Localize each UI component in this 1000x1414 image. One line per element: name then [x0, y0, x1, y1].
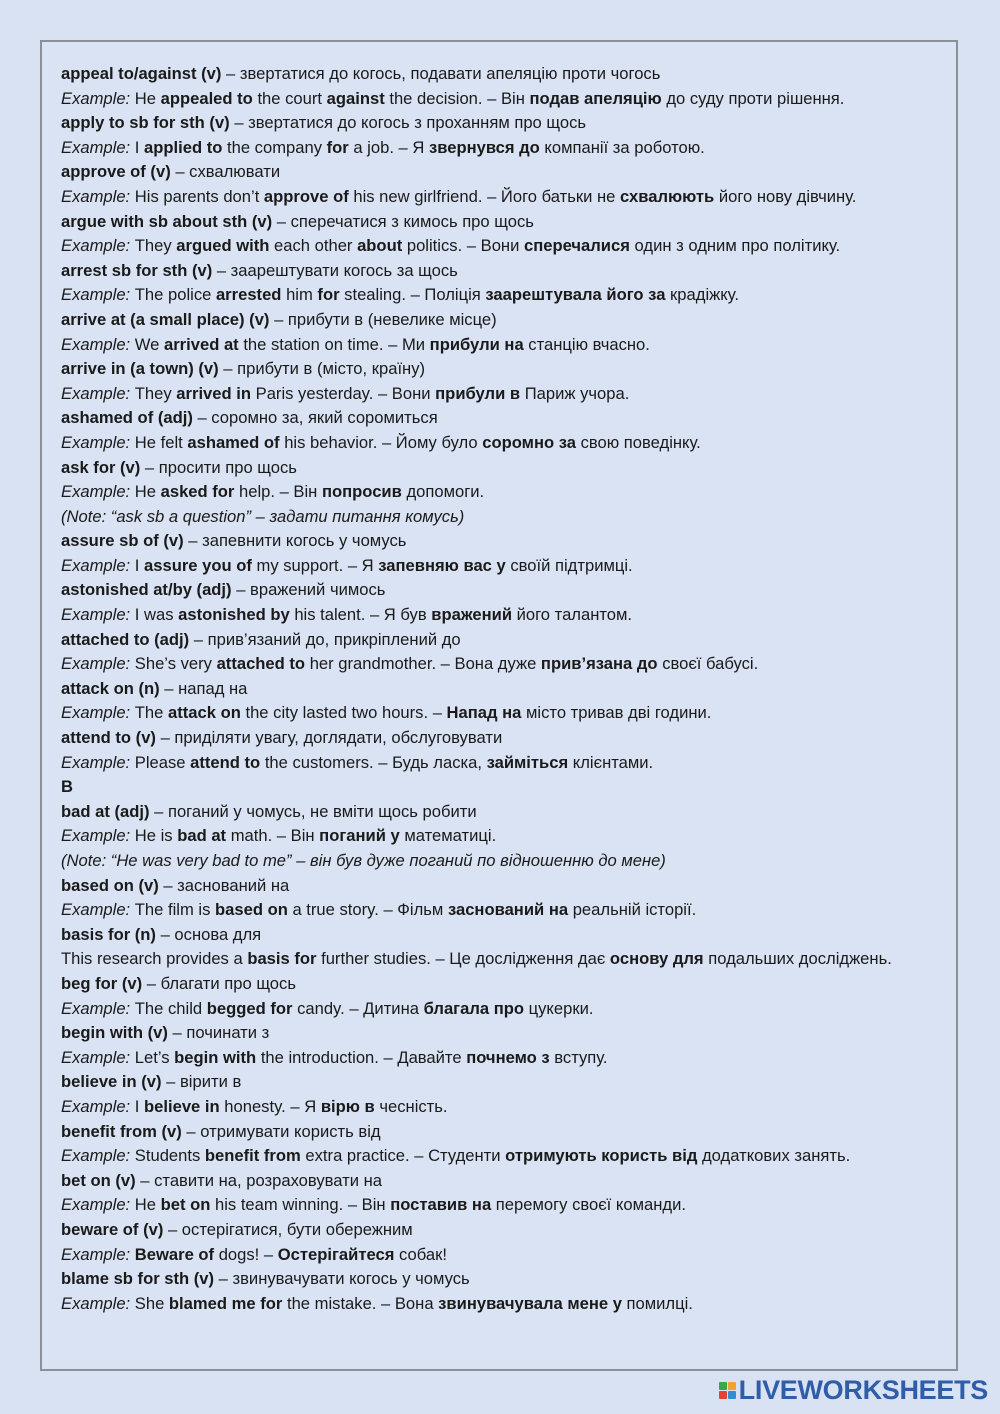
headword: begin with (v): [61, 1023, 168, 1043]
example-line: [61, 824, 946, 849]
liveworksheets-logo-icon: [719, 1382, 736, 1399]
example-text: the customers. – Будь ласка,: [260, 752, 487, 772]
example-text: his new girlfriend. – Його батьки не: [348, 186, 620, 206]
example-text: each other: [269, 236, 358, 256]
bold-phrase: asked for: [160, 482, 235, 502]
example-text: He felt: [134, 432, 188, 452]
example-text: his team winning. – Він: [210, 1195, 391, 1215]
example-label: Example:: [61, 826, 135, 846]
example-text: stealing. – Поліція: [339, 285, 486, 305]
headword: blame sb for sth (v): [61, 1269, 215, 1289]
translation: – ставити на, розраховувати на: [135, 1170, 383, 1190]
example-text: help. – Він: [234, 482, 322, 502]
example-line: [61, 1243, 946, 1268]
entry-headline: [61, 1218, 946, 1243]
example-text: math. – Він: [226, 826, 320, 846]
example-text: цукерки.: [524, 998, 594, 1018]
example-text: подальших досліджень.: [703, 949, 892, 969]
bold-phrase: for: [317, 285, 340, 305]
example-text: The film is: [134, 900, 215, 920]
example-line: [61, 554, 946, 579]
entry-headline: [61, 1267, 946, 1292]
bold-phrase: заарештувала його за: [485, 285, 666, 305]
headword: astonished at/by (adj): [61, 580, 232, 600]
bold-phrase: basis for: [247, 949, 317, 969]
example-text: honesty. – Я: [219, 1096, 321, 1116]
example-text: His parents don’t: [134, 186, 264, 206]
bold-phrase: appealed to: [160, 88, 253, 108]
entry-headline: [61, 628, 946, 653]
translation: – звертатися до когось з проханням про щось: [229, 113, 587, 133]
example-text: його талантом.: [512, 605, 633, 625]
example-line: [61, 136, 946, 161]
headword: attack on (n): [61, 678, 160, 698]
entry-headline: [61, 1070, 946, 1095]
example-text: свою поведінку.: [575, 432, 701, 452]
headword: argue with sb about sth (v): [61, 211, 273, 231]
example-text: his behavior. – Йому було: [279, 432, 483, 452]
example-text: The: [134, 703, 168, 723]
example-text: He is: [134, 826, 178, 846]
bold-phrase: почнемо з: [466, 1047, 550, 1067]
entry-headline: [61, 357, 946, 382]
example-label: Example:: [61, 1047, 135, 1067]
bold-phrase: ashamed of: [187, 432, 280, 452]
example-text: the court: [252, 88, 327, 108]
translation: – поганий у чомусь, не вміти щось робити: [149, 801, 477, 821]
example-text: Please: [134, 752, 191, 772]
example-text: She’s very: [134, 654, 217, 674]
example-text: чесність.: [374, 1096, 448, 1116]
example-line: [61, 1193, 946, 1218]
bold-phrase: вірю в: [320, 1096, 375, 1116]
entry-headline: [61, 874, 946, 899]
example-label: Example:: [61, 88, 135, 108]
translation: – напад на: [159, 678, 248, 698]
bold-phrase: попросив: [321, 482, 402, 502]
usage-note: (Note: “ask sb a question” – задати питання комусь): [61, 506, 465, 526]
translation: – прибути в (місто, країну): [218, 359, 426, 379]
example-line: [61, 1144, 946, 1169]
bold-phrase: benefit from: [204, 1146, 301, 1166]
bold-phrase: arrived in: [176, 383, 252, 403]
bold-phrase: Beware of: [134, 1244, 215, 1264]
example-text: Students: [134, 1146, 205, 1166]
headword: arrest sb for sth (v): [61, 260, 213, 280]
example-text: I: [134, 137, 145, 157]
translation: – сперечатися з кимось про щось: [272, 211, 534, 231]
bold-phrase: arrived at: [163, 334, 239, 354]
example-text: його нову дівчину.: [714, 186, 857, 206]
bold-phrase: основу для: [609, 949, 704, 969]
bold-phrase: attached to: [216, 654, 306, 674]
headword: apply to sb for sth (v): [61, 113, 230, 133]
example-text: The child: [134, 998, 207, 1018]
translation: – заарештувати когось за щось: [212, 260, 458, 280]
bold-phrase: argued with: [176, 236, 270, 256]
entry-headline: [61, 456, 946, 481]
entry-headline: [61, 406, 946, 431]
example-line: [61, 87, 946, 112]
translation: – соромно за, який соромиться: [192, 408, 438, 428]
bold-phrase: approve of: [263, 186, 349, 206]
example-line: [61, 234, 946, 259]
headword: benefit from (v): [61, 1121, 182, 1141]
example-line: [61, 1095, 946, 1120]
example-text: I: [134, 1096, 145, 1116]
example-line: [61, 283, 946, 308]
example-text: один з одним про політику.: [629, 236, 841, 256]
entry-headline: [61, 1021, 946, 1046]
example-line: [61, 1046, 946, 1071]
example-text: Париж учора.: [520, 383, 630, 403]
headword: arrive at (a small place) (v): [61, 309, 270, 329]
example-label: Example:: [61, 383, 135, 403]
bold-phrase: applied to: [144, 137, 223, 157]
example-label: Example:: [61, 482, 135, 502]
translation: – запевнити когось у чомусь: [183, 531, 407, 551]
worksheet-page: [40, 40, 958, 1371]
example-text: dogs! –: [214, 1244, 278, 1264]
example-label: Example:: [61, 1146, 135, 1166]
example-text: вступу.: [549, 1047, 608, 1067]
bold-phrase: прибули на: [429, 334, 524, 354]
translation: – благати про щось: [142, 973, 296, 993]
example-line: [61, 603, 946, 628]
example-label: Example:: [61, 432, 135, 452]
example-text: The police: [134, 285, 216, 305]
example-label: Example:: [61, 334, 135, 354]
example-label: Example:: [61, 555, 135, 575]
example-label: Example:: [61, 137, 135, 157]
bold-phrase: прибули в: [435, 383, 521, 403]
example-label: Example:: [61, 1244, 135, 1264]
example-line: [61, 333, 946, 358]
example-label: Example:: [61, 900, 135, 920]
headword: bad at (adj): [61, 801, 150, 821]
example-text: extra practice. – Студенти: [300, 1146, 506, 1166]
example-text: my support. – Я: [251, 555, 379, 575]
example-line: [61, 751, 946, 776]
example-text: He: [134, 1195, 161, 1215]
bold-phrase: assure you of: [144, 555, 252, 575]
example-text: a true story. – Фільм: [287, 900, 448, 920]
example-text: He: [134, 88, 161, 108]
example-text: помилці.: [621, 1293, 693, 1313]
example-line: [61, 947, 946, 972]
bold-phrase: прив’язана до: [540, 654, 658, 674]
example-label: Example:: [61, 654, 135, 674]
bold-phrase: bad at: [177, 826, 227, 846]
translation: – прив’язаний до, прикріплений до: [189, 629, 461, 649]
headword: ashamed of (adj): [61, 408, 193, 428]
example-text: She: [134, 1293, 169, 1313]
example-text: I was: [134, 605, 179, 625]
example-line: [61, 185, 946, 210]
example-text: This research provides a: [61, 949, 248, 969]
example-line: [61, 898, 946, 923]
example-text: the station on time. – Ми: [238, 334, 430, 354]
example-text: I: [134, 555, 145, 575]
example-text: a job. – Я: [348, 137, 429, 157]
bold-phrase: astonished by: [178, 605, 290, 625]
entry-headline: [61, 308, 946, 333]
translation: – починати з: [167, 1023, 270, 1043]
translation: – вражений чимось: [231, 580, 386, 600]
translation: – отримувати користь від: [181, 1121, 381, 1141]
brand-name: LIVEWORKSHEETS: [738, 1375, 988, 1405]
headword: beware of (v): [61, 1219, 164, 1239]
headword: basis for (n): [61, 924, 156, 944]
entry-headline: [61, 160, 946, 185]
bold-phrase: about: [357, 236, 403, 256]
bold-phrase: Остерігайтеся: [277, 1244, 395, 1264]
example-text: We: [134, 334, 164, 354]
example-text: клієнтами.: [568, 752, 654, 772]
example-text: the city lasted two hours. –: [240, 703, 447, 723]
entry-headline: [61, 578, 946, 603]
entry-headline: [61, 111, 946, 136]
bold-phrase: заснований на: [447, 900, 569, 920]
bold-phrase: вражений: [431, 605, 513, 625]
translation: – звинувачувати когось у чомусь: [214, 1269, 470, 1289]
entry-headline: [61, 972, 946, 997]
bold-phrase: attack on: [168, 703, 241, 723]
entry-headline: [61, 923, 946, 948]
example-label: Example:: [61, 998, 135, 1018]
bold-phrase: благала про: [423, 998, 524, 1018]
bold-phrase: сперечалися: [523, 236, 630, 256]
bold-phrase: соромно за: [482, 432, 576, 452]
bold-phrase: займіться: [486, 752, 569, 772]
section-letter: B: [61, 777, 73, 797]
bold-phrase: arrested: [215, 285, 282, 305]
example-label: Example:: [61, 752, 135, 772]
example-label: Example:: [61, 605, 135, 625]
example-line: [61, 701, 946, 726]
example-line: [61, 382, 946, 407]
headword: arrive in (a town) (v): [61, 359, 219, 379]
example-text: допомоги.: [401, 482, 485, 502]
entry-headline: [61, 210, 946, 235]
example-label: Example:: [61, 1293, 135, 1313]
example-text: місто тривав дві години.: [521, 703, 712, 723]
bold-phrase: blamed me for: [168, 1293, 283, 1313]
translation: – приділяти увагу, доглядати, обслуговувати: [155, 728, 503, 748]
example-text: the introduction. – Давайте: [256, 1047, 467, 1067]
headword: attached to (adj): [61, 629, 190, 649]
example-text: до суду проти рішення.: [661, 88, 845, 108]
bold-phrase: поставив на: [390, 1195, 492, 1215]
example-text: further studies. – Це дослідження дає: [316, 949, 610, 969]
example-text: Paris yesterday. – Вони: [251, 383, 436, 403]
example-label: Example:: [61, 1195, 135, 1215]
example-text: станцію вчасно.: [523, 334, 650, 354]
example-text: him: [281, 285, 318, 305]
example-text: his talent. – Я був: [289, 605, 432, 625]
example-text: додаткових занять.: [697, 1146, 851, 1166]
example-text: candy. – Дитина: [292, 998, 424, 1018]
bold-phrase: believe in: [144, 1096, 220, 1116]
bold-phrase: отримують користь від: [505, 1146, 698, 1166]
headword: attend to (v): [61, 728, 156, 748]
entry-headline: [61, 1169, 946, 1194]
bold-phrase: запевняю вас у: [378, 555, 506, 575]
translation: – звертатися до когось, подавати апеляцію проти чогось: [221, 64, 661, 83]
headword: believe in (v): [61, 1072, 162, 1092]
bold-phrase: bet on: [160, 1195, 211, 1215]
bold-phrase: based on: [215, 900, 288, 920]
example-text: своїй підтримці.: [505, 555, 633, 575]
example-line: [61, 480, 946, 505]
entry-headline: [61, 800, 946, 825]
example-label: Example:: [61, 236, 135, 256]
entry-headline: [61, 1120, 946, 1145]
headword: appeal to/against (v): [61, 64, 222, 83]
bold-phrase: звернувся до: [428, 137, 540, 157]
example-line: [61, 431, 946, 456]
bold-phrase: attend to: [190, 752, 261, 772]
example-line: [61, 1292, 946, 1317]
example-label: Example:: [61, 703, 135, 723]
word-list: [61, 62, 946, 1316]
headword: based on (v): [61, 875, 159, 895]
translation: – остерігатися, бути обережним: [163, 1219, 413, 1239]
example-text: the decision. – Він: [384, 88, 530, 108]
example-text: собак!: [394, 1244, 447, 1264]
entry-headline: [61, 529, 946, 554]
headword: approve of (v): [61, 162, 171, 182]
bold-phrase: схвалюють: [620, 186, 715, 206]
bold-phrase: поганий у: [319, 826, 400, 846]
headword: ask for (v): [61, 457, 141, 477]
bold-phrase: подав апеляцію: [529, 88, 662, 108]
example-line: [61, 997, 946, 1022]
entry-headline: [61, 726, 946, 751]
translation: – заснований на: [158, 875, 290, 895]
example-text: компанії за роботою.: [539, 137, 705, 157]
entry-headline: [61, 677, 946, 702]
example-text: They: [134, 383, 177, 403]
example-text: своєї бабусі.: [657, 654, 759, 674]
liveworksheets-footer: [719, 1375, 988, 1406]
bold-phrase: Напад на: [446, 703, 522, 723]
bold-phrase: against: [326, 88, 385, 108]
example-text: They: [134, 236, 177, 256]
headword: assure sb of (v): [61, 531, 184, 551]
example-text: математиці.: [399, 826, 497, 846]
headword: beg for (v): [61, 973, 143, 993]
bold-phrase: звинувачувала мене у: [438, 1293, 622, 1313]
example-text: the mistake. – Вона: [282, 1293, 439, 1313]
entry-headline: [61, 62, 946, 87]
example-text: He: [134, 482, 161, 502]
example-label: Example:: [61, 186, 135, 206]
bold-phrase: for: [326, 137, 349, 157]
example-label: Example:: [61, 285, 135, 305]
example-text: Let’s: [134, 1047, 175, 1067]
translation: – прибути в (невелике місце): [269, 309, 497, 329]
example-text: her grandmother. – Вона дуже: [305, 654, 541, 674]
translation: – вірити в: [161, 1072, 242, 1092]
headword: bet on (v): [61, 1170, 136, 1190]
example-text: the company: [222, 137, 327, 157]
translation: – основа для: [155, 924, 262, 944]
bold-phrase: begged for: [206, 998, 293, 1018]
example-label: Example:: [61, 1096, 135, 1116]
translation: – просити про щось: [140, 457, 297, 477]
example-text: politics. – Вони: [402, 236, 524, 256]
example-text: реальній історії.: [568, 900, 697, 920]
usage-note: (Note: “He was very bad to me” – він був дуже поганий по відношенню до мене): [61, 851, 666, 870]
example-text: перемогу своєї команди.: [491, 1195, 686, 1215]
entry-headline: [61, 259, 946, 284]
translation: – схвалювати: [170, 162, 281, 182]
example-line: [61, 652, 946, 677]
example-text: крадіжку.: [665, 285, 739, 305]
bold-phrase: begin with: [174, 1047, 257, 1067]
